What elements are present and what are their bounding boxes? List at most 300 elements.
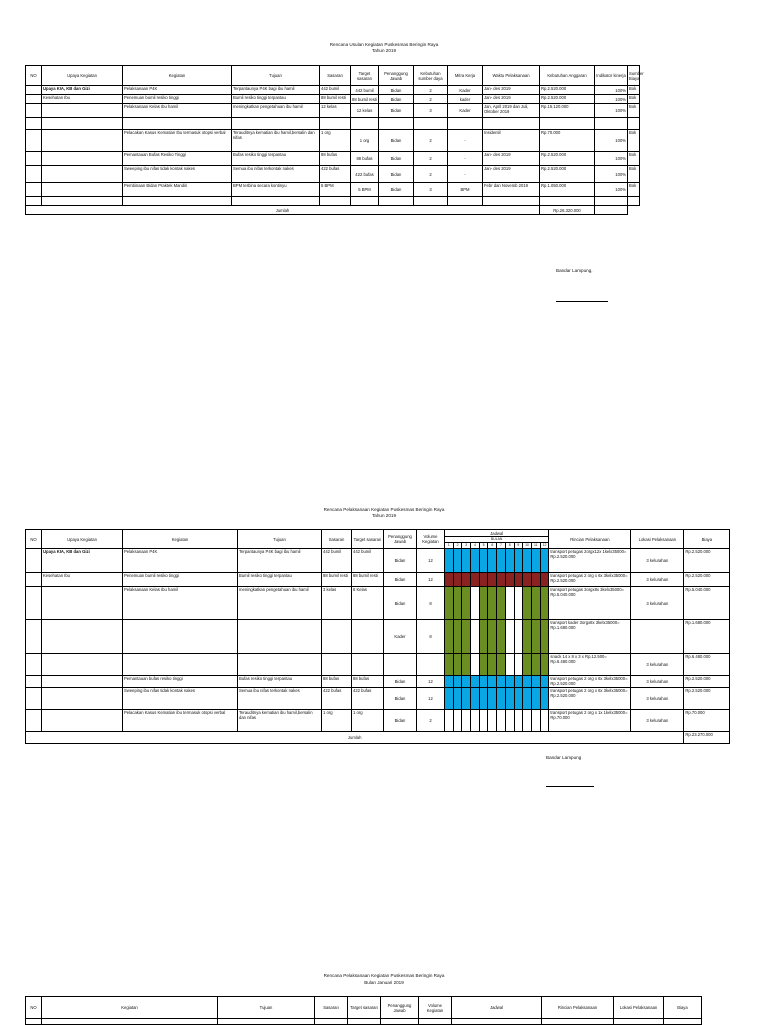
- table-cell: [42, 710, 123, 732]
- table-cell: [26, 86, 42, 95]
- table-cell: Pelaksanaan P4K: [123, 549, 238, 573]
- schedule-cell: [531, 710, 540, 732]
- month-header: 2: [453, 543, 462, 549]
- table-cell: [628, 118, 640, 130]
- lokasi-cell: 3 kelurahan: [631, 549, 684, 573]
- table-cell: [42, 152, 123, 166]
- column-header: Volume Kegiatan: [417, 530, 445, 549]
- column-header: NO: [26, 530, 42, 549]
- schedule-cell: [445, 620, 454, 654]
- schedule-cell: [471, 549, 480, 573]
- table-cell: [42, 688, 123, 710]
- schedule-cell: [488, 620, 497, 654]
- month-header: 5: [479, 543, 488, 549]
- rincian-cell: transport petugas 2 org x 6x 3kelx35000= Rp.2.520.000: [549, 688, 631, 710]
- month-header: 8: [505, 543, 514, 549]
- rincian-cell: transport kader 3orgx8x 3kelx35000= Rp.1.680.000: [549, 620, 631, 654]
- column-header: NO: [26, 997, 42, 1019]
- table-cell: [26, 654, 42, 676]
- table-cell: 88 bufas: [322, 676, 352, 688]
- section3-title: Rencana Pelaksanaan Kegiatan Puskesmas Beringin Raya: [323, 973, 445, 978]
- column-header: Sasaran: [322, 530, 352, 549]
- section2-subtitle: Tahun 2019: [371, 513, 396, 518]
- table-cell: 100%: [595, 183, 628, 197]
- table-cell: [26, 549, 42, 573]
- table-cell: 12: [417, 676, 445, 688]
- table-cell: Bidan: [384, 549, 417, 573]
- table-cell: Penemuan bumil resiko tinggi: [123, 573, 238, 587]
- table-cell: Bok: [628, 95, 640, 104]
- signature-line-2: [546, 786, 594, 787]
- table-row: [26, 676, 730, 688]
- schedule-cell: [505, 549, 514, 573]
- schedule-cell: [505, 710, 514, 732]
- table-row: [26, 152, 640, 166]
- schedule-cell: [540, 688, 549, 710]
- table-cell: Terpantaunya P4K bagi ibu hamil: [238, 549, 322, 573]
- schedule-cell: [514, 676, 523, 688]
- schedule-cell: [540, 573, 549, 587]
- section1-subtitle: Tahun 2019: [371, 48, 396, 53]
- table-cell: -: [448, 152, 483, 166]
- column-header: Volume Kegiatan: [419, 997, 452, 1019]
- table-cell: 100%: [595, 95, 628, 104]
- column-header: Rincian Pelaksanaan: [542, 997, 614, 1019]
- table-row: [26, 549, 730, 573]
- schedule-cell: [462, 654, 471, 676]
- table-cell: Bumil resiko tinggi terpantau: [238, 573, 322, 587]
- table-cell: 88 bumil resti: [322, 573, 352, 587]
- table-row: [26, 197, 640, 206]
- table-cell: 8 Kelas: [352, 587, 384, 620]
- schedule-cell: [540, 654, 549, 676]
- schedule-cell: [488, 676, 497, 688]
- schedule-cell: [462, 676, 471, 688]
- table-cell: [320, 197, 351, 206]
- table-cell: 442 bumil: [352, 549, 384, 573]
- table-cell: Rp.2.520.000: [540, 86, 595, 95]
- schedule-cell: [479, 549, 488, 573]
- table-cell: 422 bufas: [351, 166, 379, 183]
- table-cell: Pelacakan Kasus Kematian ibu termasuk otopsi verbal: [123, 710, 238, 732]
- table-row: [26, 620, 730, 654]
- column-header: Penanggung Jawab: [379, 66, 414, 86]
- table-cell: [26, 688, 42, 710]
- table-cell: [448, 197, 483, 206]
- month-header: 12: [540, 543, 549, 549]
- schedule-cell: [523, 688, 532, 710]
- section1-title: Rencana Usulan Kegiatan Puskesmas Beringin Raya: [329, 42, 439, 47]
- table-cell: Kesehatan Ibu: [42, 95, 123, 104]
- table-cell: [379, 118, 414, 130]
- column-header: NO: [26, 66, 42, 86]
- table-cell: 88 bumil resti: [352, 96, 377, 102]
- table-cell: Kader: [448, 86, 483, 95]
- table-cell: [322, 620, 352, 654]
- column-header: Lokasi Pelaksanaan: [631, 530, 684, 549]
- rincian-cell: transport petugas 2 org x 6x 3kelx35000= Rp.2.520.000: [549, 676, 631, 688]
- table-cell: 88 bufas: [351, 152, 379, 166]
- table-cell: Bidan: [379, 86, 414, 95]
- rincian-cell: transport petugas 2 org x 1x 1kelx35000= Rp.70.000: [549, 710, 631, 732]
- schedule-cell: [540, 587, 549, 620]
- rincian-cell: transport petugas 2orgx12x 1kelx35000= Rp.2.520.000: [549, 549, 631, 573]
- table-cell: Rp.1.050.000: [540, 183, 595, 197]
- column-header: Upaya Kegiatan: [42, 66, 123, 86]
- table-cell: [26, 152, 42, 166]
- schedule-cell: [479, 654, 488, 676]
- table-cell: [483, 197, 540, 206]
- column-header: Biaya: [684, 530, 730, 549]
- table-cell: Rp.15.120.000: [540, 104, 595, 118]
- rincian-cell: snack 14 x 8 x 3 x Rp.12.500= Rp.6.480.000: [549, 654, 631, 676]
- table-cell: Rp.70.000: [540, 130, 595, 152]
- column-header: Waktu Pelaksanaan: [483, 66, 540, 86]
- schedule-cell: [462, 688, 471, 710]
- table-cell: 422 bufas: [322, 688, 352, 710]
- table-cell: Bok: [628, 166, 640, 183]
- table-cell: Semua ibu nifas terkontak nakes: [238, 688, 322, 710]
- column-header: Kegiatan: [42, 997, 218, 1019]
- pelaksanaan-table: [25, 529, 730, 744]
- schedule-cell: [505, 654, 514, 676]
- table-cell: [595, 118, 628, 130]
- table-row: [26, 573, 730, 587]
- lokasi-cell: 3 kelurahan: [631, 654, 684, 676]
- table-cell: Kesehatan Ibu: [42, 573, 123, 587]
- table-cell: [238, 654, 322, 676]
- table-cell: 100%: [595, 166, 628, 183]
- table-cell: [26, 130, 42, 152]
- table-cell: 1 org: [322, 710, 352, 732]
- table-row: [26, 1019, 702, 1025]
- table-cell: [232, 118, 320, 130]
- biaya-cell: Rp.70.000: [684, 710, 730, 732]
- schedule-cell: [462, 710, 471, 732]
- table-row: [26, 104, 640, 118]
- schedule-cell: [479, 710, 488, 732]
- month-header: 11: [531, 543, 540, 549]
- schedule-cell: [453, 676, 462, 688]
- jadwal-header: Jadwal: [445, 530, 549, 537]
- schedule-cell: [471, 654, 480, 676]
- schedule-cell: [497, 587, 506, 620]
- table-cell: Bok: [628, 183, 640, 197]
- table-cell: [123, 620, 238, 654]
- schedule-cell: [453, 710, 462, 732]
- table-cell: Bidan: [384, 573, 417, 587]
- biaya-cell: Rp.2.520.000: [684, 549, 730, 573]
- table-cell: 442 bumil: [322, 549, 352, 573]
- table-cell: BPM: [448, 183, 483, 197]
- table-cell: Febr dan Novemb 2019: [483, 183, 540, 197]
- table-cell: 3: [414, 104, 448, 118]
- schedule-cell: [471, 676, 480, 688]
- schedule-cell: [531, 654, 540, 676]
- table-cell: 3 kelas: [322, 587, 352, 620]
- schedule-cell: [488, 549, 497, 573]
- table-cell: Bidan: [379, 95, 414, 104]
- table-cell: [628, 197, 640, 206]
- table-cell: Bok: [628, 86, 640, 95]
- schedule-cell: [445, 654, 454, 676]
- table-cell: 1 org: [352, 710, 384, 732]
- total-row: [26, 206, 640, 215]
- table-cell: Jan- des 2019: [483, 166, 540, 183]
- schedule-cell: [497, 549, 506, 573]
- schedule-cell: [531, 549, 540, 573]
- column-header: Tujuan: [218, 997, 315, 1019]
- table-cell: Bidan: [384, 587, 417, 620]
- schedule-cell: [488, 587, 497, 620]
- table-cell: Pelaksanaan Kelas Ibu hamil: [123, 104, 232, 118]
- table-cell: [123, 654, 238, 676]
- column-header: Rincian Pelaksanaan: [549, 530, 631, 549]
- biaya-cell: Rp.1.680.000: [684, 620, 730, 654]
- column-header: Kebutuhan sumber daya: [414, 66, 448, 86]
- usulan-table: [25, 65, 644, 215]
- column-header: Biaya: [664, 997, 702, 1019]
- table-cell: Kader: [384, 620, 417, 654]
- lokasi-cell: 3 kelurahan: [631, 688, 684, 710]
- schedule-cell: [497, 620, 506, 654]
- table-cell: 1 org: [351, 130, 379, 152]
- column-header: Kegiatan: [123, 66, 232, 86]
- schedule-cell: [531, 573, 540, 587]
- table-cell: Bok: [628, 130, 640, 152]
- schedule-cell: [514, 620, 523, 654]
- column-header: Jadwal: [452, 997, 542, 1019]
- schedule-cell: [497, 688, 506, 710]
- schedule-cell: [523, 587, 532, 620]
- column-header: Lokasi Pelaksanaan: [614, 997, 664, 1019]
- schedule-cell: [505, 587, 514, 620]
- schedule-cell: [479, 573, 488, 587]
- schedule-cell: [531, 620, 540, 654]
- schedule-cell: [453, 654, 462, 676]
- table-cell: [26, 104, 42, 118]
- table-cell: Jan- des 2019: [483, 152, 540, 166]
- schedule-cell: [514, 710, 523, 732]
- table-cell: [232, 197, 320, 206]
- schedule-cell: [453, 573, 462, 587]
- table-cell: Bufas resiko tinggi terpantau: [238, 676, 322, 688]
- table-cell: [351, 197, 379, 206]
- schedule-cell: [488, 688, 497, 710]
- table-cell: Jan- des 2019: [483, 86, 540, 95]
- schedule-cell: [497, 710, 506, 732]
- total-value: Rp.23.270.000: [684, 732, 730, 744]
- table-cell: 5 BPM: [351, 183, 379, 197]
- schedule-cell: [462, 573, 471, 587]
- schedule-cell: [523, 676, 532, 688]
- schedule-cell: [445, 710, 454, 732]
- table-cell: [540, 197, 595, 206]
- januari-table: [25, 996, 702, 1025]
- column-header: Target sasaran: [352, 530, 384, 549]
- section2-title: Rencana Pelaksanaan Kegiatan Puskesmas Beringin Raya: [323, 507, 445, 512]
- table-cell: [352, 654, 384, 676]
- biaya-cell: Rp.2.520.000: [684, 676, 730, 688]
- table-cell: [42, 620, 123, 654]
- table-cell: [42, 166, 123, 183]
- column-header: Kegiatan: [123, 530, 238, 549]
- table-cell: [26, 166, 42, 183]
- table-cell: [26, 710, 42, 732]
- table-cell: Jan- des 2019: [483, 95, 540, 104]
- table-row: [26, 166, 640, 183]
- table-cell: Pemantauan bufas resiko tinggi: [123, 676, 238, 688]
- table-cell: [414, 197, 448, 206]
- table-cell: Jan, April 2019 dan Juli, Oktober 2019: [483, 104, 540, 118]
- table-cell: meningkatkan pengetahuan ibu hamil: [232, 104, 320, 118]
- table-cell: 100%: [595, 152, 628, 166]
- column-header: Tujuan: [238, 530, 322, 549]
- table-cell: 12: [417, 549, 445, 573]
- table-cell: 2: [414, 166, 448, 183]
- table-cell: [26, 197, 42, 206]
- table-row: [26, 587, 730, 620]
- schedule-cell: [471, 573, 480, 587]
- table-cell: 1 org: [320, 130, 351, 152]
- table-cell: [448, 118, 483, 130]
- column-header: Target sasaran: [351, 66, 379, 86]
- table-cell: Bidan: [384, 688, 417, 710]
- table-cell: [379, 197, 414, 206]
- table-cell: [42, 183, 123, 197]
- total-value: Rp.26.320.000: [540, 206, 595, 215]
- schedule-cell: [531, 587, 540, 620]
- table-cell: [42, 104, 123, 118]
- schedule-cell: [523, 654, 532, 676]
- lokasi-cell: [631, 620, 684, 654]
- rincian-cell: transport petugas 3orgx8x 3kelx35000= Rp.5.040.000: [549, 587, 631, 620]
- table-cell: [123, 197, 232, 206]
- table-cell: [540, 118, 595, 130]
- table-cell: -: [448, 130, 483, 152]
- schedule-cell: [505, 676, 514, 688]
- column-header: Sasaran: [320, 66, 351, 86]
- schedule-cell: [514, 654, 523, 676]
- total-label: Jumlah: [26, 206, 540, 215]
- table-cell: 3: [414, 183, 448, 197]
- table-cell: Bok: [628, 152, 640, 166]
- schedule-cell: [540, 710, 549, 732]
- schedule-cell: [514, 587, 523, 620]
- biaya-cell: Rp.2.520.000: [684, 688, 730, 710]
- table-cell: [42, 197, 123, 206]
- section3-subtitle: Bulan Januari 2019: [364, 980, 404, 985]
- month-header: 1: [445, 543, 454, 549]
- table-cell: Bok: [628, 104, 640, 118]
- table-row: [26, 688, 730, 710]
- table-cell: [26, 573, 42, 587]
- table-row: [26, 654, 730, 676]
- schedule-cell: [523, 710, 532, 732]
- table-cell: Bufas resiko tinggi terpantau: [232, 152, 320, 166]
- schedule-cell: [445, 587, 454, 620]
- bulan-header: BULAN: [445, 537, 549, 543]
- rincian-cell: transport petugas 2 org x 6x 3kelx35000= Rp.2.520.000: [549, 573, 631, 587]
- table-cell: 422 bufas: [320, 166, 351, 183]
- table-cell: [322, 654, 352, 676]
- table-cell: [384, 654, 417, 676]
- lokasi-cell: 3 kelurahan: [631, 573, 684, 587]
- table-cell: 100%: [595, 86, 628, 95]
- table-cell: 12: [417, 573, 445, 587]
- column-header: Sumber Biaya: [628, 66, 640, 86]
- table-cell: 5 BPM: [320, 183, 351, 197]
- table-cell: 88 bumil resti: [352, 573, 384, 587]
- signature-line: [556, 301, 608, 302]
- schedule-cell: [488, 573, 497, 587]
- table-cell: 442 bumil: [351, 86, 379, 95]
- table-cell: Bumil resiko tinggi terpantau: [232, 95, 320, 104]
- table-cell: [42, 118, 123, 130]
- table-cell: [26, 676, 42, 688]
- table-cell: Upaya KIA, KB dan Gizi: [42, 86, 123, 95]
- table-row: [26, 183, 640, 197]
- lokasi-cell: 3 kelurahan: [631, 710, 684, 732]
- column-header: Indikator kinerja: [595, 66, 628, 86]
- table-cell: 12 kelas: [320, 104, 351, 118]
- schedule-cell: [540, 676, 549, 688]
- column-header: Penanggung Jawab: [381, 997, 419, 1019]
- table-cell: [483, 118, 540, 130]
- schedule-cell: [471, 587, 480, 620]
- schedule-cell: [479, 620, 488, 654]
- table-cell: Rp.2.520.000: [540, 152, 595, 166]
- lokasi-cell: 3 kelurahan: [631, 676, 684, 688]
- table-cell: 8: [417, 620, 445, 654]
- schedule-cell: [497, 573, 506, 587]
- table-cell: Upaya KIA, KB dan Gizi: [42, 549, 123, 573]
- schedule-cell: [514, 549, 523, 573]
- month-header: 7: [497, 543, 506, 549]
- month-header: 9: [514, 543, 523, 549]
- month-header: 6: [488, 543, 497, 549]
- total-row: [26, 732, 730, 744]
- table-row: [26, 95, 640, 104]
- table-cell: Bidan: [379, 183, 414, 197]
- table-cell: kader: [448, 95, 483, 104]
- table-cell: [414, 118, 448, 130]
- schedule-cell: [445, 688, 454, 710]
- table-cell: 8: [417, 587, 445, 620]
- schedule-cell: [462, 549, 471, 573]
- biaya-cell: Rp.6.480.000: [684, 654, 730, 676]
- table-row: [26, 86, 640, 95]
- table-cell: [26, 118, 42, 130]
- table-cell: 100%: [595, 130, 628, 152]
- table-cell: 2: [414, 86, 448, 95]
- table-cell: Semua ibu nifas terkontak nakes: [232, 166, 320, 183]
- column-header: Penanggung Jawab: [384, 530, 417, 549]
- table-cell: Bidan: [384, 676, 417, 688]
- schedule-cell: [540, 549, 549, 573]
- table-cell: Sweeping ibu nifas tidak kontak nakes: [123, 688, 238, 710]
- schedule-cell: [531, 688, 540, 710]
- schedule-cell: [479, 587, 488, 620]
- table-row: [26, 710, 730, 732]
- table-cell: [42, 130, 123, 152]
- schedule-cell: [453, 620, 462, 654]
- table-cell: 12: [417, 688, 445, 710]
- schedule-cell: [497, 654, 506, 676]
- total-label: Jumlah: [26, 732, 684, 744]
- table-cell: -: [448, 166, 483, 183]
- table-cell: [595, 206, 628, 215]
